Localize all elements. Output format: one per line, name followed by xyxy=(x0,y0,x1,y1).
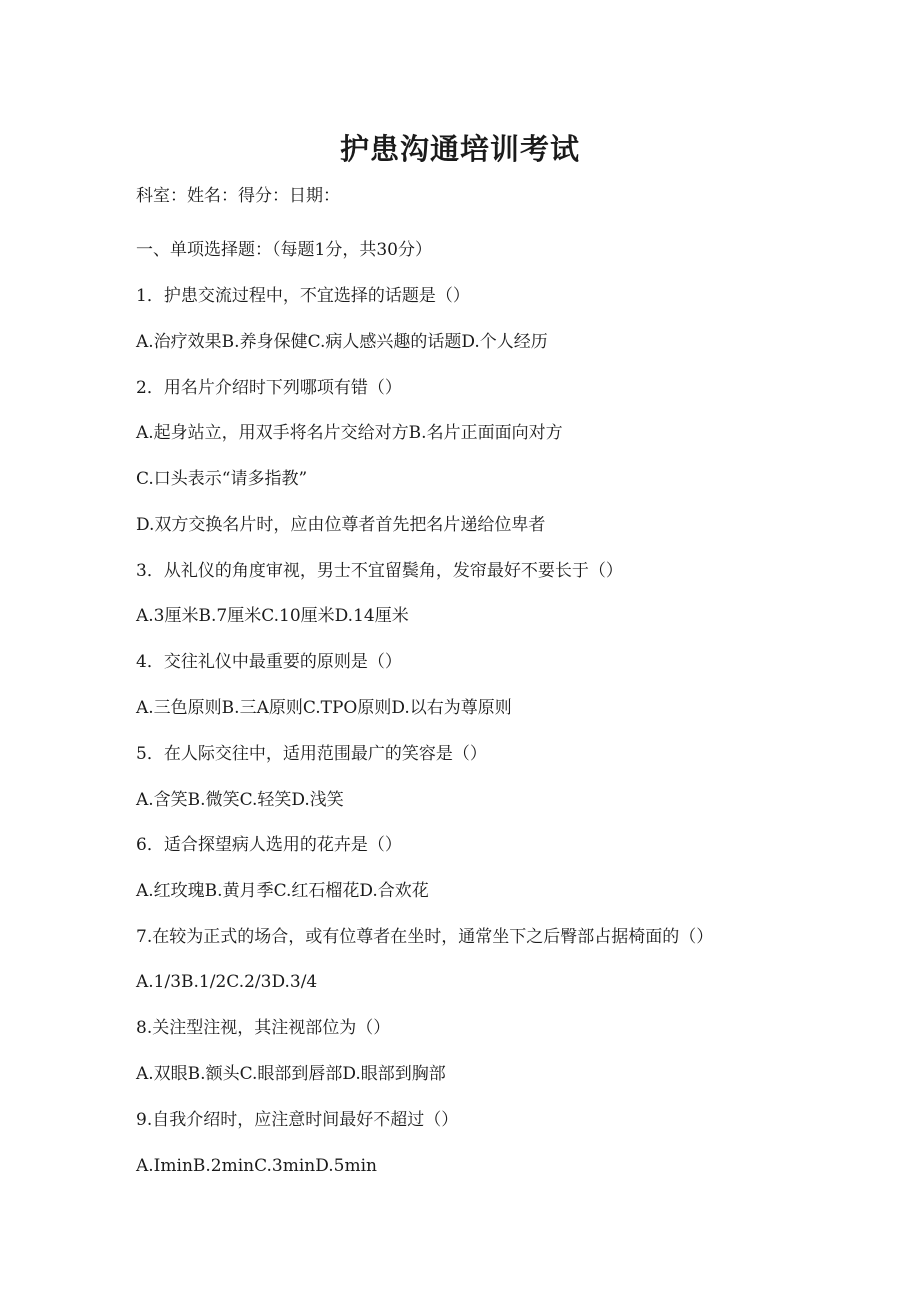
question-stem: 6．适合探望病人选用的花卉是（） xyxy=(136,835,402,855)
question-stem: 4．交往礼仪中最重要的原则是（） xyxy=(136,652,402,672)
question-options: A.起身站立，用双手将名片交给对方B.名片正面面向对方 xyxy=(136,423,563,443)
question-options: A.IminB.2minC.3minD.5min xyxy=(136,1156,377,1176)
question-options: A.治疗效果B.养身保健C.病人感兴趣的话题D.个人经历 xyxy=(136,332,548,352)
question-stem: 3．从礼仪的角度审视，男士不宜留鬓角，发帘最好不要长于（） xyxy=(136,561,623,581)
header-fields: 科室：姓名：得分：日期： xyxy=(136,186,340,206)
question-options: C.口头表示“请多指教” xyxy=(136,469,308,489)
question-options: A.3厘米B.7厘米C.10厘米D.14厘米 xyxy=(136,606,409,626)
question-stem: 2．用名片介绍时下列哪项有错（） xyxy=(136,378,402,398)
question-options: A.含笑B.微笑C.轻笑D.浅笑 xyxy=(136,790,344,810)
question-stem: 9.自我介绍时，应注意时间最好不超过（） xyxy=(136,1110,459,1130)
page-title: 护患沟通培训考试 xyxy=(339,132,580,166)
question-stem: 7.在较为正式的场合，或有位尊者在坐时，通常坐下之后臀部占据椅面的（） xyxy=(136,927,714,947)
question-options: A.红玫瑰B.黄月季C.红石榴花D.合欢花 xyxy=(136,881,429,901)
question-stem: 1．护患交流过程中，不宜选择的话题是（） xyxy=(136,286,470,306)
question-stem: 8.关注型注视，其注视部位为（） xyxy=(136,1018,391,1038)
question-options: A.双眼B.额头C.眼部到唇部D.眼部到胸部 xyxy=(136,1064,446,1084)
section-heading: 一、单项选择题：（每题1分，共30分） xyxy=(136,240,432,260)
question-options: A.三色原则B.三A原则C.TPO原则D.以右为尊原则 xyxy=(136,698,512,718)
question-stem: 5．在人际交往中，适用范围最广的笑容是（） xyxy=(136,744,487,764)
question-options: D.双方交换名片时，应由位尊者首先把名片递给位卑者 xyxy=(136,515,546,535)
question-options: A.1/3B.1/2C.2/3D.3/4 xyxy=(136,972,318,992)
